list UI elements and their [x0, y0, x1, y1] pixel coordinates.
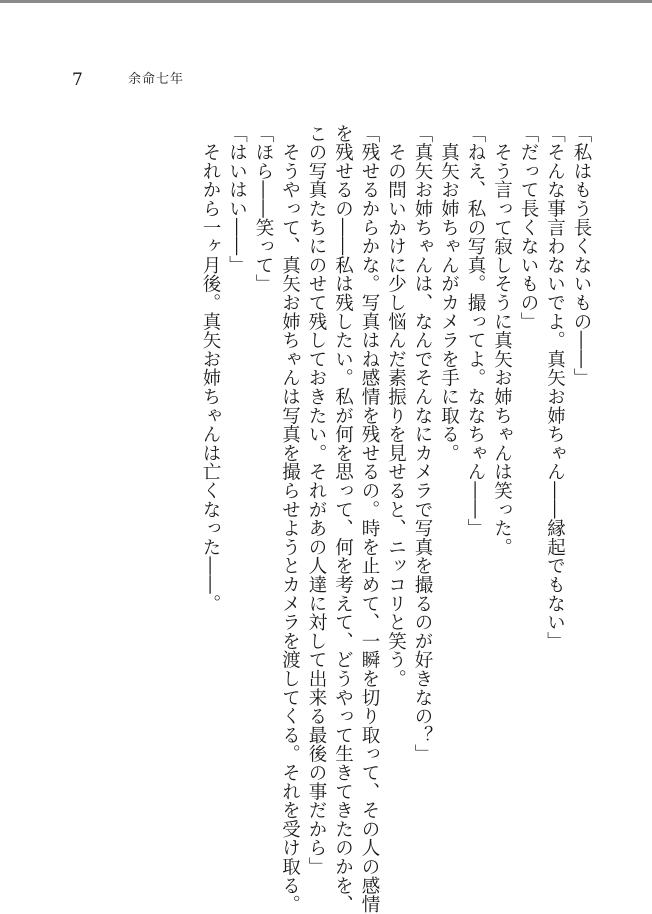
top-rule — [0, 0, 652, 3]
text-line: 「ほら――笑って」 — [253, 124, 274, 294]
text-line: そう言って寂しそうに真矢お姉ちゃんは笑った。 — [491, 124, 513, 557]
text-line: 「ねえ、私の写真。撮ってよ。ななちゃん――」 — [465, 124, 486, 538]
text-line: 「真矢お姉ちゃんは、なんでそんなにカメラで写真を撮るのが好きなの？」 — [412, 124, 433, 764]
page-number: 7 — [72, 70, 83, 90]
chapter-title: 余命七年 — [128, 72, 185, 87]
text-line: 「そんな事言わないでよ。真矢お姉ちゃん――縁起でもない」 — [544, 124, 566, 651]
text-line: それから一ヶ月後。真矢お姉ちゃんは亡くなった――。 — [200, 124, 221, 613]
text-line: そうやって、真矢お姉ちゃんは写真を撮らせようとカメラを渡してくる。それを受け取る。 — [279, 124, 301, 914]
text-line: 「残せるからかな。写真はね感情を残せるの。時を止めて、一瞬を切り取って、その人の感情 — [359, 124, 380, 914]
vertical-body-text — [54, 124, 594, 914]
text-line: その問いかけに少し悩んだ素振りを見せると、ニッコリと笑う。 — [385, 124, 407, 688]
text-line: 「はいはい――」 — [226, 124, 248, 275]
text-line: この写真たちにのせて残しておきたい。それがあの人達に対して出来る最後の事だから」 — [306, 124, 327, 876]
text-line: を残せるの――私は残したい。私が何を思って、何を考えて、どうやって生きてきたのかを、 — [332, 124, 354, 914]
text-line: 「だって長くないもの」 — [518, 124, 539, 331]
text-line: 「私はもう長くないもの――」 — [571, 124, 592, 388]
text-line: 真矢お姉ちゃんがカメラを手に取る。 — [438, 124, 460, 463]
